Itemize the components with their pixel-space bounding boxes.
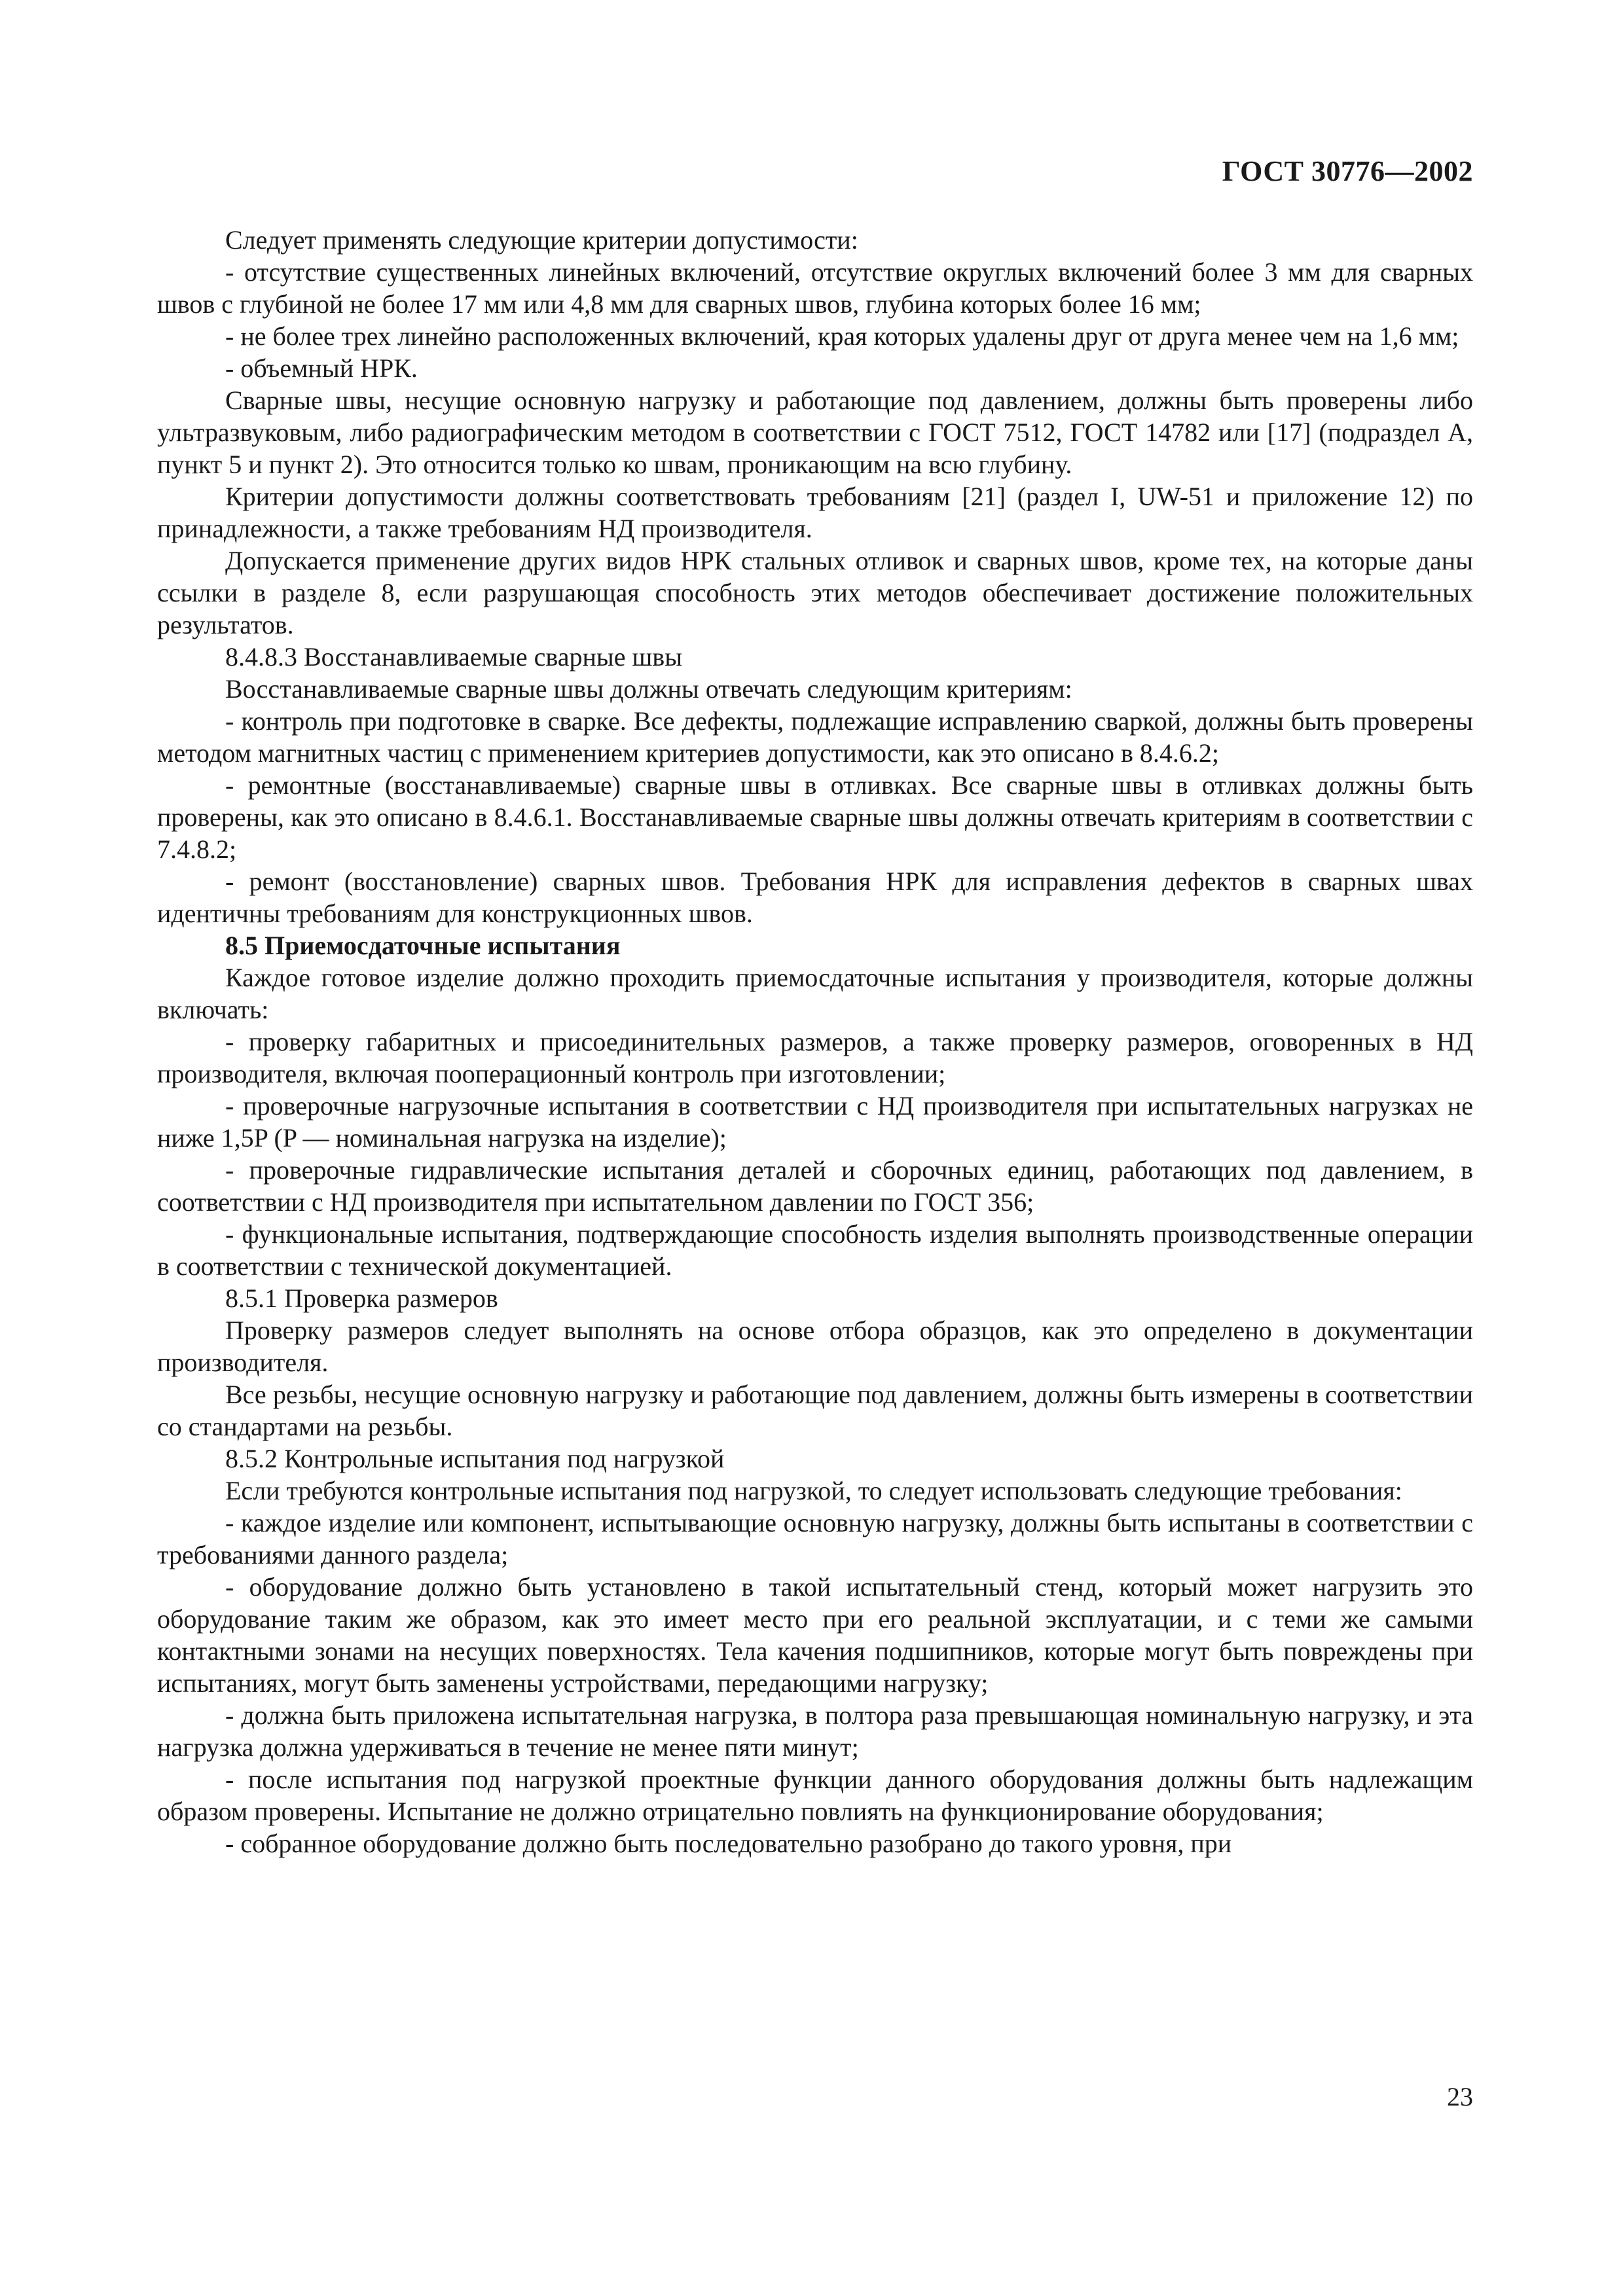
subsection-title: 8.5.1 Проверка размеров	[225, 1283, 498, 1313]
list-item: - оборудование должно быть установлено в такой испытательный стенд, который может нагрузить это оборудование таким же образом, как это имеет место при его реальной эксплуатации, и с теми же самыми контактными зонами на несущих поверхностях. Тела качения подшипников, которые могут быть повреждены при испытаниях, могут быть заменены устройствами, передающими нагрузку;	[157, 1572, 1473, 1698]
list-item: - проверочные нагрузочные испытания в соответствии с НД производителя при испытательных нагрузках не ниже 1,5P (P — номинальная нагрузка на изделие);	[157, 1091, 1473, 1153]
paragraph: Проверку размеров следует выполнять на основе отбора образцов, как это определено в документации производителя.	[157, 1316, 1473, 1377]
list-item: - ремонтные (восстанавливаемые) сварные швы в отливках. Все сварные швы в отливках должны быть проверены, как это описано в 8.4.6.1. Восстанавливаемые сварные швы должны отвечать критериям в соответствии с 7.4.8.2;	[157, 770, 1473, 864]
list-item: - после испытания под нагрузкой проектные функции данного оборудования должны быть надлежащим образом проверены. Испытание не должно отрицательно повлиять на функционирование оборудования;	[157, 1765, 1473, 1826]
list-item: - функциональные испытания, подтверждающие способность изделия выполнять производственные операции в соответствии с технической документацией.	[157, 1219, 1473, 1281]
list-item: - собранное оборудование должно быть последовательно разобрано до такого уровня, при	[225, 1829, 1232, 1858]
paragraph: Допускается применение других видов НРК стальных отливок и сварных швов, кроме тех, на которые даны ссылки в разделе 8, если разрушающая способность этих методов обеспечивает достижение положительных результатов.	[157, 546, 1473, 639]
paragraph: Критерии допустимости должны соответствовать требованиям [21] (раздел I, UW-51 и приложение 12) по принадлежности, а также требованиям НД производителя.	[157, 482, 1473, 543]
document-body	[157, 224, 1473, 1859]
page-number: 23	[1447, 2082, 1473, 2111]
subsection-title: 8.4.8.3 Восстанавливаемые сварные швы	[225, 642, 683, 672]
list-item: - не более трех линейно расположенных включений, края которых удалены друг от друга менее чем на 1,6 мм;	[225, 321, 1459, 351]
subsection-title: 8.5.2 Контрольные испытания под нагрузкой	[225, 1444, 725, 1473]
paragraph: Восстанавливаемые сварные швы должны отвечать следующим критериям:	[225, 674, 1072, 704]
list-item: - проверочные гидравлические испытания деталей и сборочных единиц, работающих под давлением, в соответствии с НД производителя при испытательном давлении по ГОСТ 356;	[157, 1155, 1473, 1217]
list-item: - каждое изделие или компонент, испытывающие основную нагрузку, должны быть испытаны в соответствии с требованиями данного раздела;	[157, 1508, 1473, 1570]
paragraph: Каждое готовое изделие должно проходить приемосдаточные испытания у производителя, которые должны включать:	[157, 963, 1473, 1024]
list-item: - проверку габаритных и присоединительных размеров, а также проверку размеров, оговоренных в НД производителя, включая пооперационный контроль при изготовлении;	[157, 1027, 1473, 1088]
paragraph: Если требуются контрольные испытания под нагрузкой, то следует использовать следующие требования:	[225, 1476, 1402, 1505]
paragraph: Все резьбы, несущие основную нагрузку и работающие под давлением, должны быть измерены в соответствии со стандартами на резьбы.	[157, 1380, 1473, 1441]
section-heading: 8.5 Приемосдаточные испытания	[225, 931, 621, 960]
list-item: - отсутствие существенных линейных включений, отсутствие округлых включений более 3 мм для сварных швов с глубиной не более 17 мм или 4,8 мм для сварных швов, глубина которых более 16 мм;	[157, 257, 1473, 319]
list-item: - контроль при подготовке в сварке. Все дефекты, подлежащие исправлению сваркой, должны быть проверены методом магнитных частиц с применением критериев допустимости, как это описано в 8.4.6.2;	[157, 706, 1473, 768]
list-item: - ремонт (восстановление) сварных швов. Требования НРК для исправления дефектов в сварных швах идентичны требованиям для конструкционных швов.	[157, 867, 1473, 928]
list-item: - объемный НРК.	[225, 353, 418, 383]
paragraph: Следует применять следующие критерии допустимости:	[225, 225, 858, 255]
list-item: - должна быть приложена испытательная нагрузка, в полтора раза превышающая номинальную нагрузку, и эта нагрузка должна удерживаться в течение не менее пяти минут;	[157, 1700, 1473, 1762]
document-header-standard: ГОСТ 30776—2002	[1222, 155, 1473, 187]
paragraph: Сварные швы, несущие основную нагрузку и работающие под давлением, должны быть проверены либо ультразвуковым, либо радиографическим методом в соответствии с ГОСТ 7512, ГОСТ 14782 или [17] (подраздел А, пункт 5 и пункт 2). Это относится только ко швам, проникающим на всю глубину.	[157, 386, 1473, 479]
